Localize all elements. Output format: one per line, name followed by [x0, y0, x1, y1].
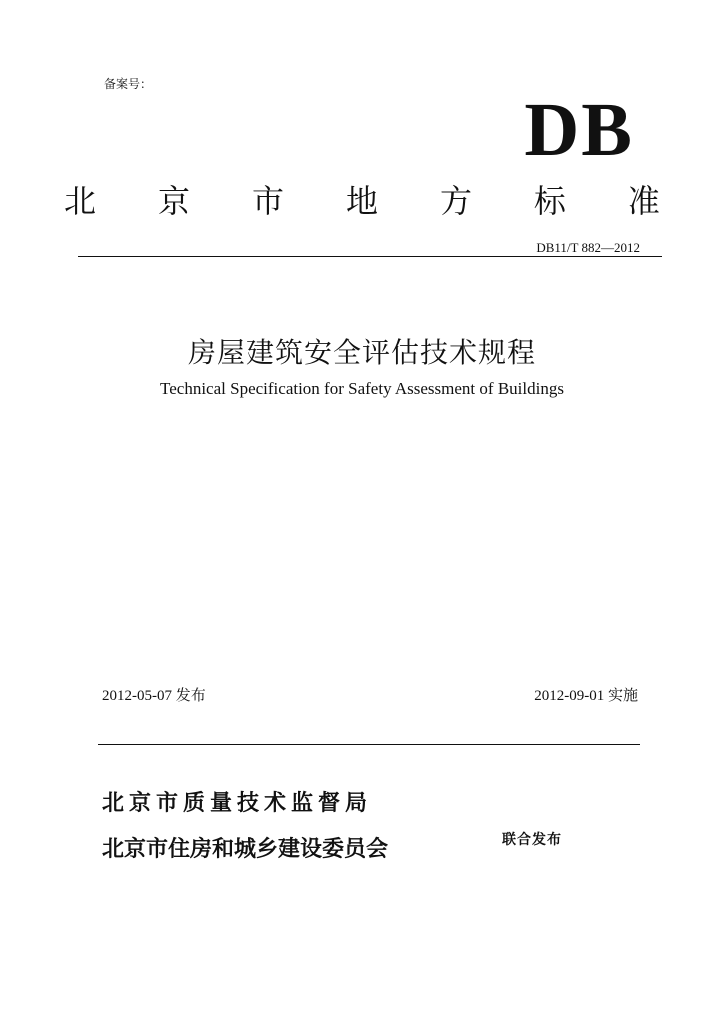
date-divider [98, 744, 640, 745]
implementation-date: 2012-09-01 实施 [534, 688, 638, 704]
standard-type-char: 地 [345, 182, 378, 220]
standard-type-char: 北 [64, 182, 97, 220]
standard-type-char: 市 [251, 182, 284, 220]
standard-type-char: 标 [533, 182, 566, 220]
document-title-cn: 房屋建筑安全评估技术规程 [187, 336, 536, 369]
db-logo: DB [524, 88, 634, 172]
standard-type-heading [64, 181, 660, 221]
standard-type-char: 准 [627, 182, 660, 220]
issuer-quality-bureau: 北京市质量技术监督局 [102, 791, 373, 816]
issuer-housing-commission: 北京市住房和城乡建设委员会 [102, 837, 389, 862]
record-number-label: 备案号： [104, 77, 153, 91]
standard-type-char: 方 [439, 182, 472, 220]
header-divider [78, 256, 662, 257]
joint-release-label: 联合发布 [502, 832, 562, 848]
standard-type-char: 京 [157, 182, 190, 220]
release-date: 2012-05-07 发布 [102, 688, 206, 704]
document-title-en: Technical Specification for Safety Assessment of Buildings [160, 379, 564, 398]
standard-number: DB11/T 882—2012 [536, 240, 640, 255]
